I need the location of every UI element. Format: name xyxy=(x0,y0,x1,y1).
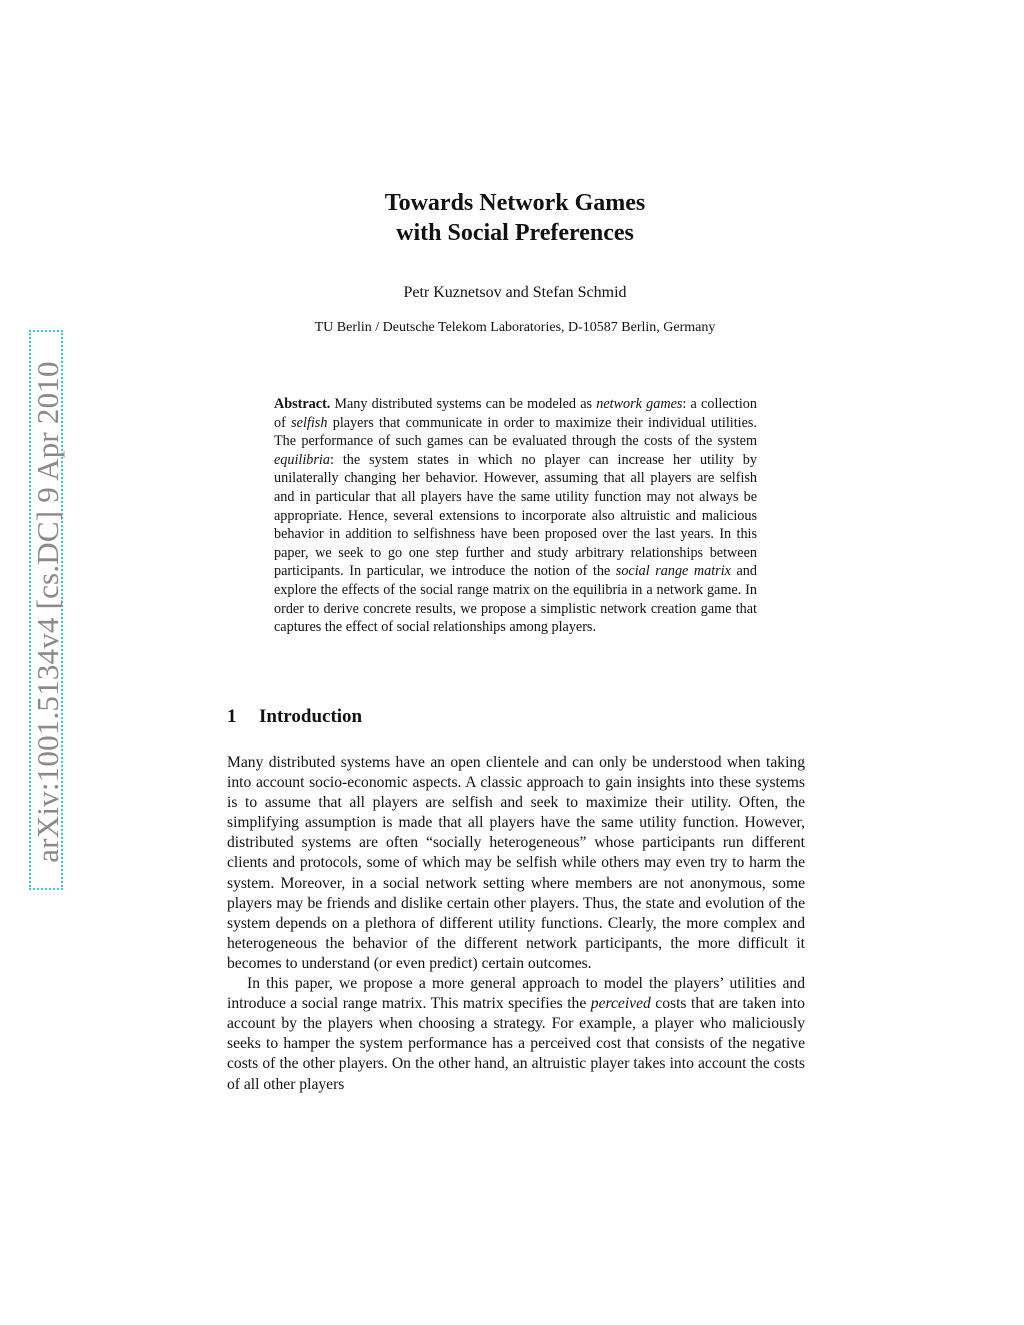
abstract-label: Abstract. xyxy=(274,396,331,412)
section-heading xyxy=(227,706,362,728)
paragraph xyxy=(227,974,805,1095)
abstract-emphasis: equilibria xyxy=(274,451,330,468)
paragraph-emphasis: perceived xyxy=(590,995,651,1013)
paper-title xyxy=(230,188,800,248)
affiliation: TU Berlin / Deutsche Telekom Laboratories, D-10587 Berlin, Germany xyxy=(314,320,716,335)
arxiv-stamp xyxy=(29,330,63,890)
title-line-2: with Social Preferences xyxy=(396,220,634,246)
title-line-1: Towards Network Games xyxy=(384,190,646,216)
abstract-emphasis: selfish xyxy=(291,414,328,431)
authors: Petr Kuznetsov and Stefan Schmid xyxy=(403,284,627,301)
abstract-emphasis: network games xyxy=(596,396,683,412)
abstract-emphasis: social range matrix xyxy=(615,563,731,580)
paragraph-text: costs that are taken into account by the players when choosing a strategy. For example, a player who maliciously seeks to hamper the system performance has a perceived cost that consists of the negative costs of the other players. On the other hand, an altruistic player takes into account the costs of all other players xyxy=(227,995,805,1093)
abstract-text: : the system states in which no player can increase her utility by unilaterally changing her behavior. However, assuming that all players are selfish and in particular that all players have the same utility function may not always be appropriate. Hence, several extensions to incorporate also altruistic and malicious behavior in addition to selfishness have been proposed over the last years. In this paper, we seek to go one step further and study arbitrary relationships between participants. In particular, we introduce the notion of the xyxy=(274,451,757,580)
abstract-text: players that communicate in order to maximize their individual utilities. The performance of such games can be evaluated through the costs of the system xyxy=(274,414,757,450)
introduction-body xyxy=(227,753,805,1095)
abstract-text: Many distributed systems can be modeled as xyxy=(334,396,597,412)
abstract-text: : a collection of xyxy=(274,396,757,431)
paragraph-text: In this paper, we propose a more general approach to model the players’ utilities and introduce a social range matrix. This matrix specifies the xyxy=(227,975,805,1013)
section-title: Introduction xyxy=(259,706,363,727)
paragraph: Many distributed systems have an open clientele and can only be understood when taking into account socio-economic aspects. A classic approach to gain insights into these systems is to assume that all players are selfish and seek to maximize their utility. Often, the simplifying assumption is made that all players have the same utility function. However, distributed systems are often “socially heterogeneous” whose participants run different clients and protocols, some of which may be selfish while others may even try to harm the system. Moreover, in a social network setting where members are not anonymous, some players may be friends and dislike certain other players. Thus, the state and evolution of the system depends on a plethora of different utility functions. Clearly, the more complex and heterogeneous the behavior of the different network participants, the more difficult it becomes to understand (or even predict) certain outcomes. xyxy=(227,754,805,972)
arxiv-identifier: arXiv:1001.5134v4 [cs.DC] 9 Apr 2010 xyxy=(30,361,65,863)
abstract xyxy=(274,395,757,637)
abstract-text: and explore the effects of the social range matrix on the equilibria in a network game. In order to derive concrete results, we propose a simplistic network creation game that captures the effect of social relationships among players. xyxy=(274,563,757,636)
section-number: 1 xyxy=(227,706,237,727)
